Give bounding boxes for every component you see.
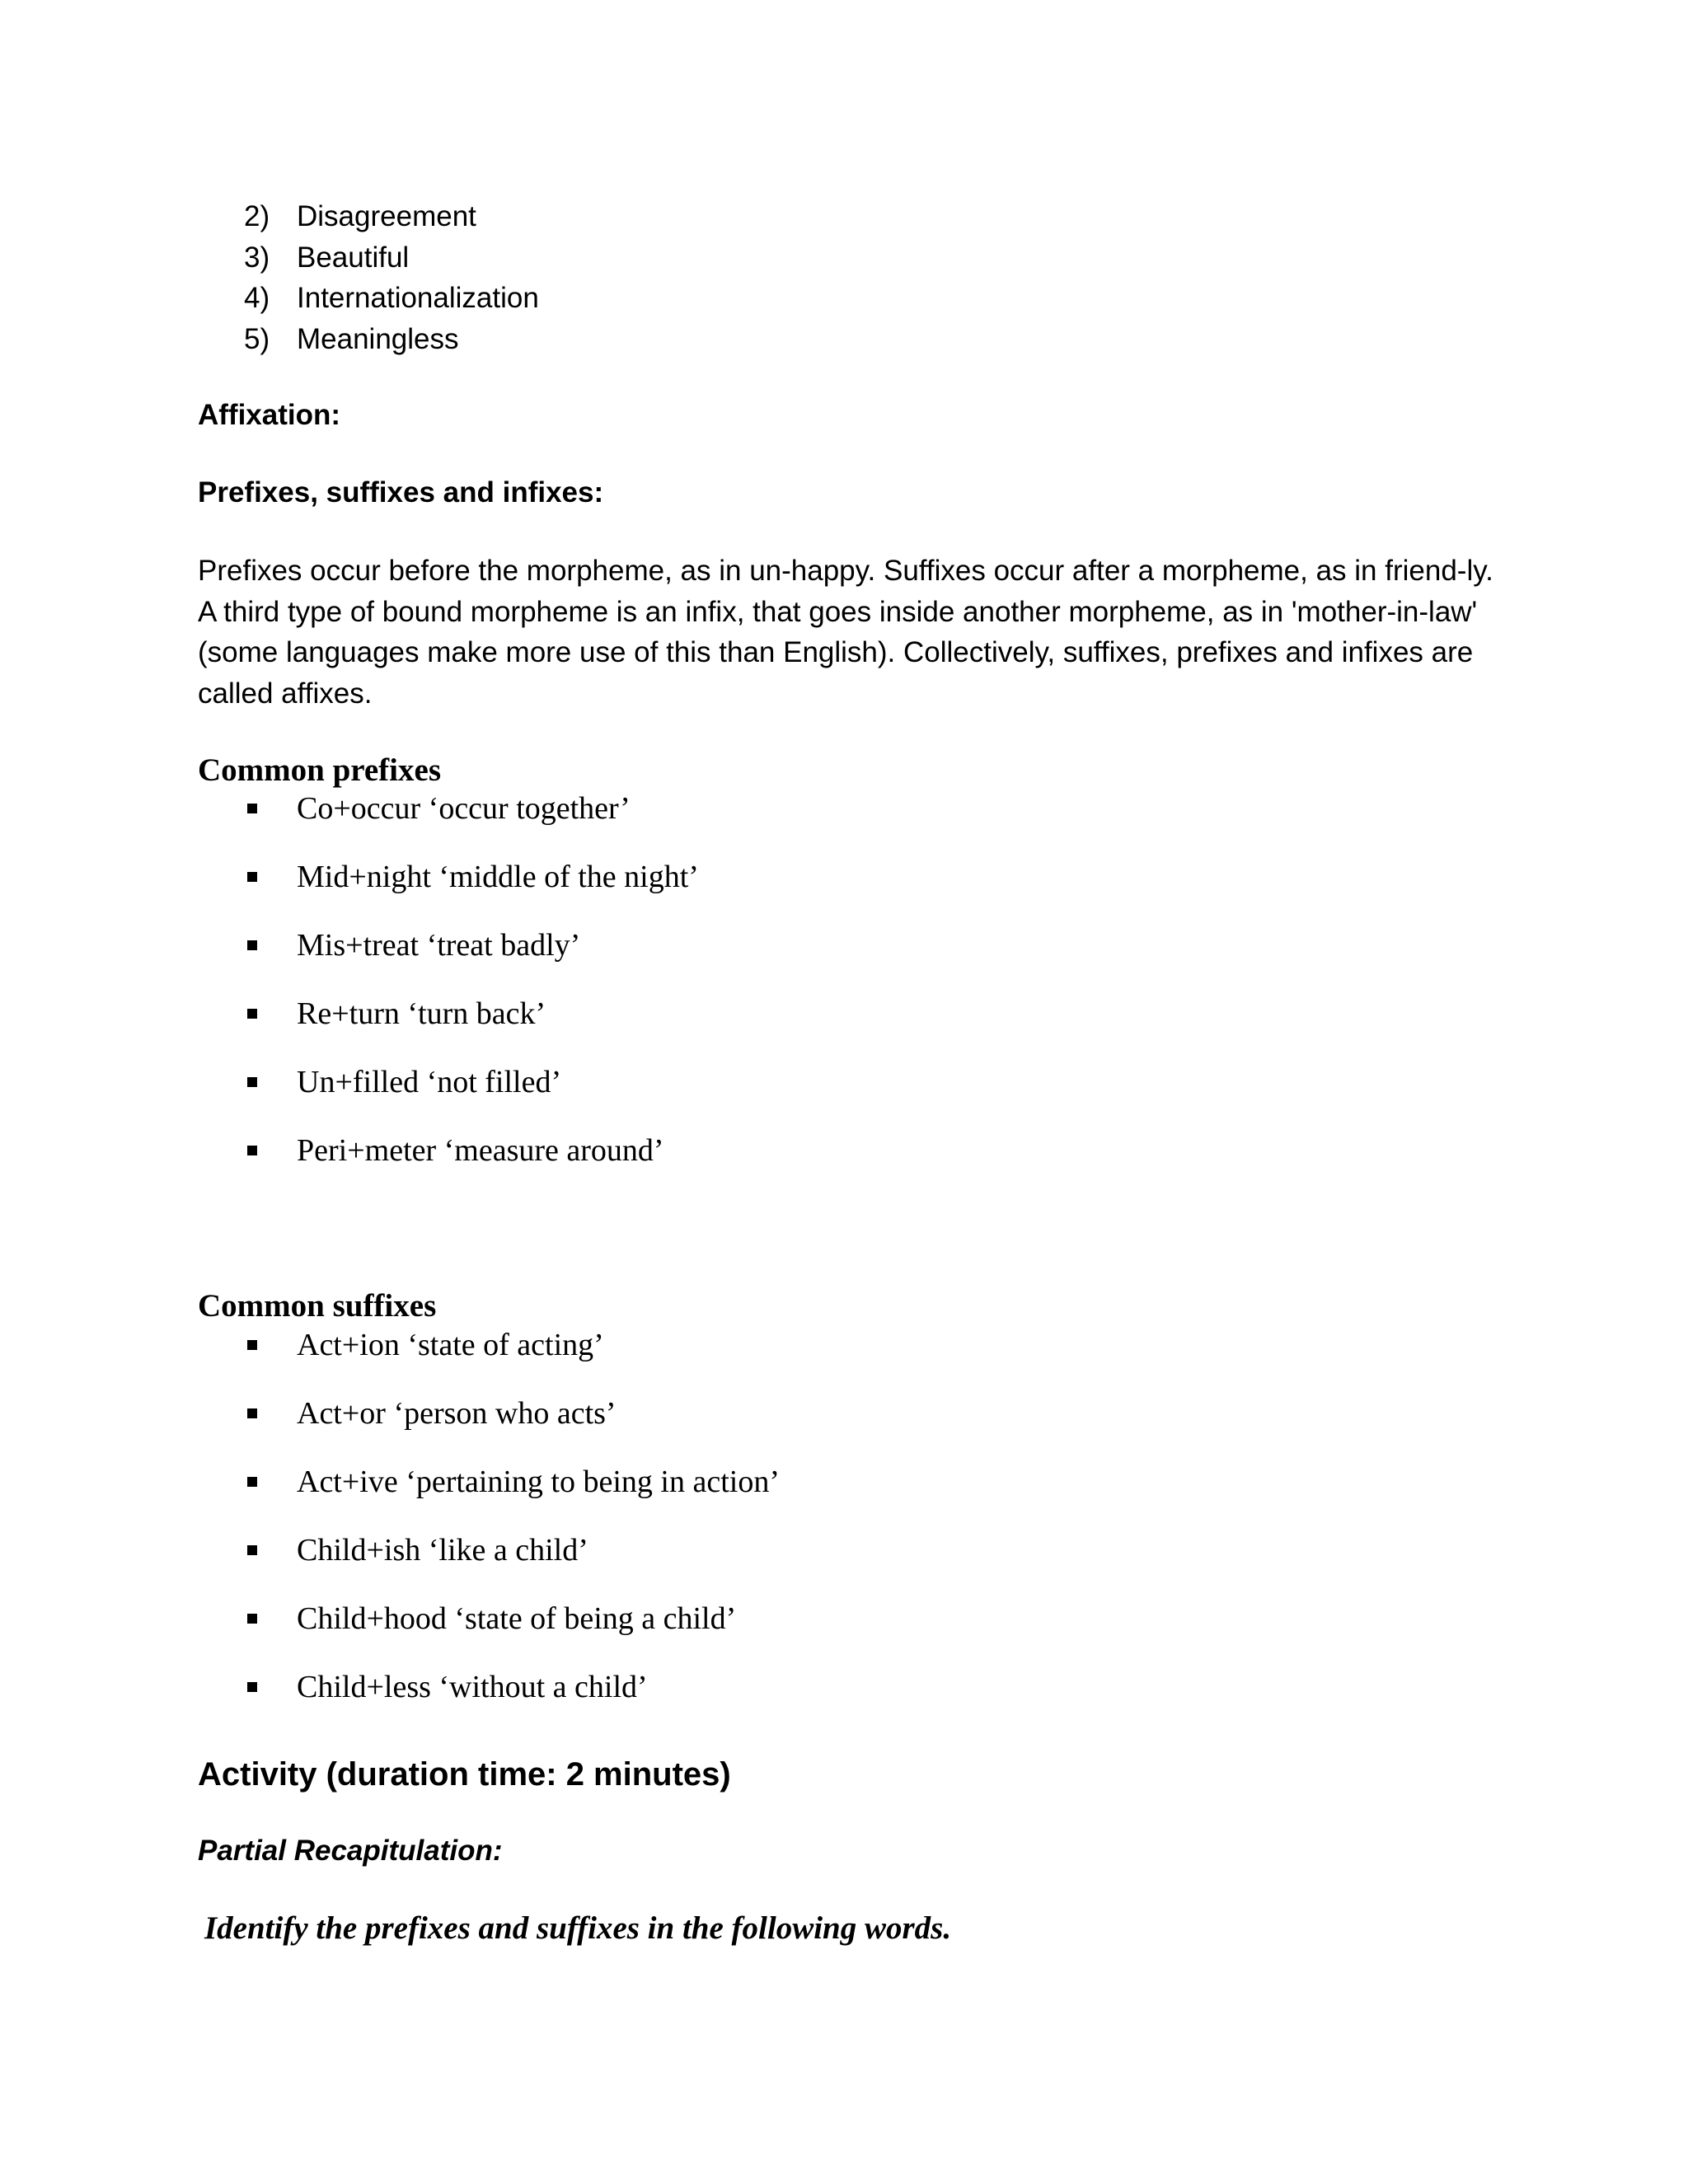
square-bullet-icon: [247, 1614, 257, 1624]
list-text: Beautiful: [297, 241, 410, 274]
square-bullet-icon: [247, 1009, 257, 1019]
list-item: [247, 859, 699, 927]
square-bullet-icon: [247, 1146, 257, 1155]
prefix-example: Un+filled ‘not filled’: [297, 1065, 562, 1099]
suffix-example: Child+less ‘without a child’: [297, 1670, 648, 1704]
list-number: 5): [244, 322, 270, 355]
list-item: [244, 319, 539, 360]
common-suffixes-list: [247, 1327, 780, 1737]
prefixes-suffixes-infixes-heading: Prefixes, suffixes and infixes:: [198, 476, 604, 509]
common-prefixes-list: [247, 790, 699, 1201]
square-bullet-icon: [247, 1077, 257, 1087]
prefix-example: Co+occur ‘occur together’: [297, 791, 631, 826]
prefix-example: Re+turn ‘turn back’: [297, 996, 546, 1031]
activity-instruction: Identify the prefixes and suffixes in the following words.: [204, 1910, 952, 1946]
list-item: [247, 1132, 699, 1201]
suffix-example: Child+hood ‘state of being a child’: [297, 1601, 737, 1636]
list-item: [247, 1064, 699, 1132]
list-item: [247, 996, 699, 1064]
list-number: 2): [244, 200, 270, 232]
activity-heading: Activity (duration time: 2 minutes): [198, 1756, 731, 1793]
list-item: [247, 1532, 780, 1601]
suffix-example: Child+ish ‘like a child’: [297, 1533, 588, 1568]
prefix-example: Mis+treat ‘treat badly’: [297, 928, 581, 963]
square-bullet-icon: [247, 1545, 257, 1555]
square-bullet-icon: [247, 1682, 257, 1692]
list-number: 4): [244, 282, 270, 314]
suffix-example: Act+or ‘person who acts’: [297, 1396, 617, 1431]
affixes-paragraph: Prefixes occur before the morpheme, as in un-happy. Suffixes occur after a morpheme, as in friend-ly. A third type of bound morpheme is an infix, that goes inside another morpheme, as in 'mother-in-law' (some languages make more use of this than English). Collectively, suffixes, prefixes and infixes are called affixes.: [198, 555, 1493, 710]
suffix-example: Act+ive ‘pertaining to being in action’: [297, 1465, 780, 1499]
prefix-example: Mid+night ‘middle of the night’: [297, 860, 699, 894]
square-bullet-icon: [247, 1340, 257, 1350]
list-item: [247, 927, 699, 996]
common-prefixes-heading: Common prefixes: [198, 752, 441, 788]
list-item: [244, 237, 539, 279]
list-text: Disagreement: [297, 200, 476, 232]
square-bullet-icon: [247, 804, 257, 813]
prefix-example: Peri+meter ‘measure around’: [297, 1133, 664, 1168]
square-bullet-icon: [247, 940, 257, 950]
list-number: 3): [244, 241, 270, 274]
numbered-word-list: [244, 196, 539, 359]
list-text: Meaningless: [297, 322, 459, 355]
list-item: [247, 1327, 780, 1395]
square-bullet-icon: [247, 1408, 257, 1418]
list-item: [244, 196, 539, 237]
list-item: [247, 1669, 780, 1737]
square-bullet-icon: [247, 872, 257, 882]
list-text: Internationalization: [297, 282, 539, 314]
list-item: [247, 790, 699, 859]
affixation-heading: Affixation:: [198, 399, 341, 431]
list-item: [247, 1601, 780, 1669]
common-suffixes-heading: Common suffixes: [198, 1288, 437, 1324]
list-item: [247, 1395, 780, 1464]
partial-recapitulation-heading: Partial Recapitulation:: [198, 1835, 503, 1867]
square-bullet-icon: [247, 1477, 257, 1487]
suffix-example: Act+ion ‘state of acting’: [297, 1328, 604, 1362]
list-item: [247, 1464, 780, 1532]
list-item: [244, 278, 539, 319]
